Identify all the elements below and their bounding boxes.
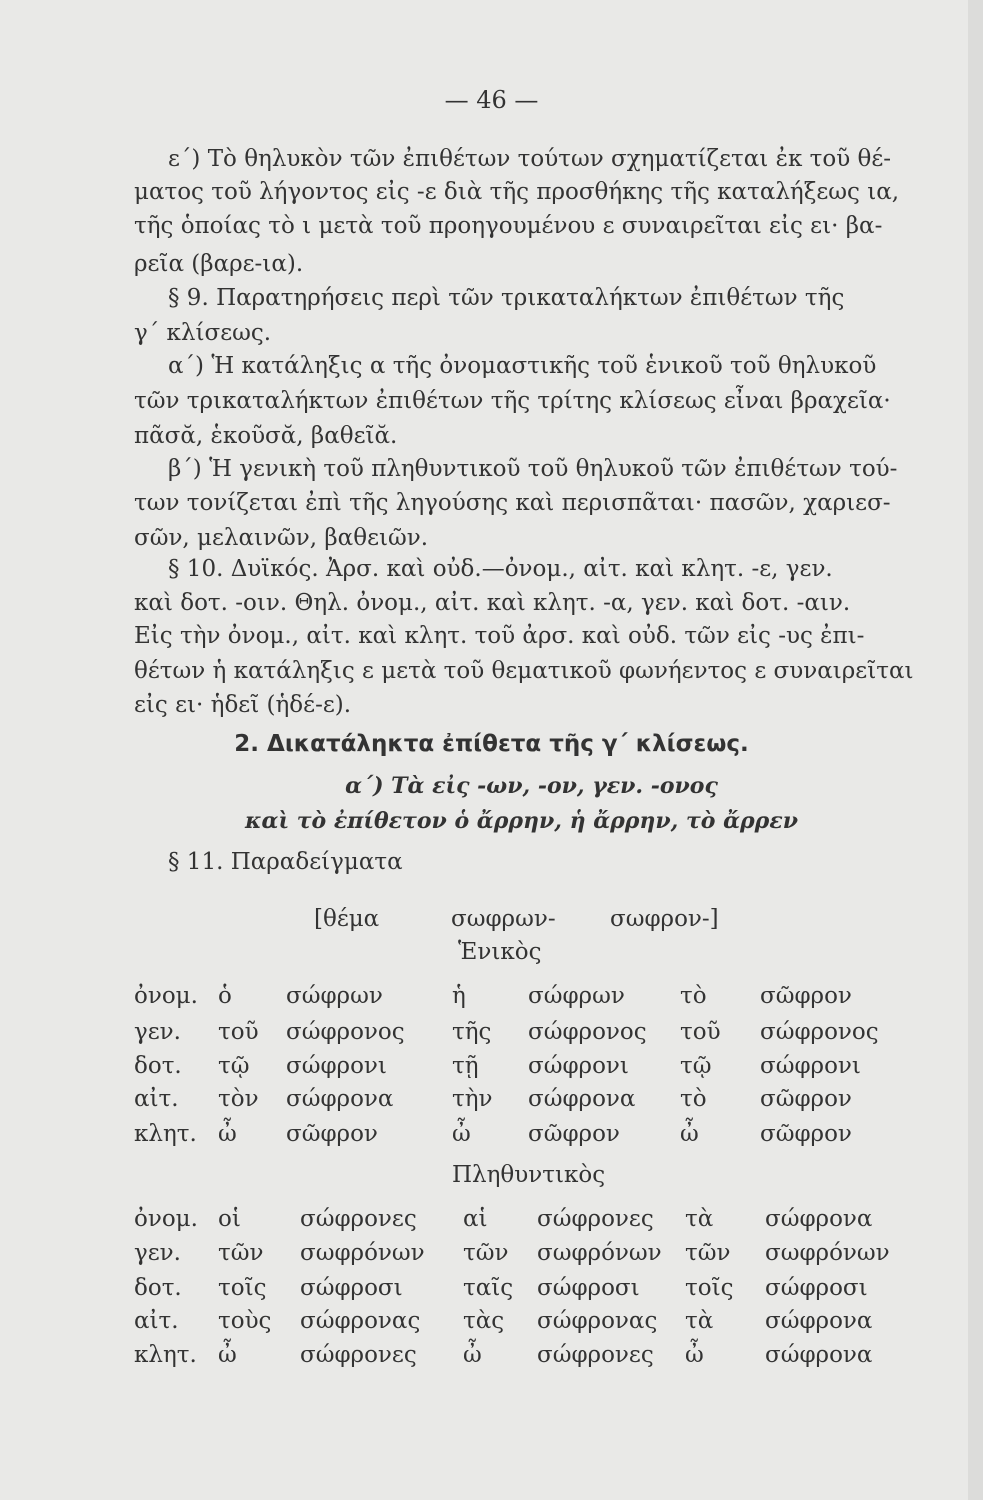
section-10-title: § 10. Δυϊκός. Ἀρσ. καὶ οὐδ.—ὀνομ., αἰτ. καὶ κλητ. -ε, γεν. — [168, 556, 833, 582]
singular-label: Ἑνικὸς — [458, 939, 542, 965]
table-cell: γεν. — [134, 1019, 181, 1045]
table-cell: τὴν — [452, 1086, 493, 1112]
table-cell: σώφρονες — [537, 1206, 654, 1232]
paragraph-line: τῶν τρικαταλήκτων ἐπιθέτων τῆς τρίτης κλίσεως εἶναι βραχεῖα· — [134, 388, 891, 414]
table-cell: τὰ — [685, 1308, 714, 1334]
table-cell: τῶν — [463, 1240, 509, 1266]
paragraph-line: ματος τοῦ λήγοντος εἰς -ε διὰ τῆς προσθήκης τῆς καταλήξεως ια, — [134, 179, 900, 205]
table-cell: τῷ — [218, 1053, 250, 1079]
subheading: καὶ τὸ ἐπίθετον ὁ ἄρρην, ἡ ἄρρην, τὸ ἄρρεν — [245, 808, 798, 834]
table-cell: σώφροσι — [300, 1275, 403, 1301]
table-cell: ὦ — [685, 1342, 704, 1368]
table-cell: τὸ — [680, 1086, 707, 1112]
paragraph-line: ρεῖα (βαρε-ια). — [134, 251, 304, 277]
table-cell: οἱ — [218, 1206, 241, 1232]
table-cell: σωφρόνων — [537, 1240, 662, 1266]
table-cell: δοτ. — [134, 1053, 182, 1079]
table-cell: ταῖς — [463, 1275, 514, 1301]
section-11-title: § 11. Παραδείγματα — [168, 849, 403, 875]
paragraph-line: γ΄ κλίσεως. — [134, 320, 272, 346]
theme-label: [θέμα — [314, 906, 380, 932]
table-cell: σώφρονι — [760, 1053, 861, 1079]
paragraph-line: σῶν, μελαινῶν, βαθειῶν. — [134, 525, 429, 551]
table-cell: ὦ — [218, 1121, 237, 1147]
plural-label: Πληθυντικὸς — [452, 1162, 606, 1188]
table-cell: σώφρονος — [760, 1019, 879, 1045]
table-cell: σώφρονας — [537, 1308, 658, 1334]
table-cell: σῶφρον — [286, 1121, 378, 1147]
table-cell: σώφροσι — [765, 1275, 868, 1301]
theme-stem: σωφρων- — [451, 906, 556, 932]
table-cell: τῶν — [218, 1240, 264, 1266]
table-cell: τῇ — [452, 1053, 479, 1079]
table-cell: σώφρονα — [765, 1206, 873, 1232]
table-cell: τῶν — [685, 1240, 731, 1266]
table-cell: γεν. — [134, 1240, 181, 1266]
table-cell: σώφρονα — [528, 1086, 636, 1112]
page-number: — 46 — — [444, 86, 539, 114]
paragraph-line: θέτων ἡ κατάληξις ε μετὰ τοῦ θεματικοῦ φωνήεντος ε συναιρεῖται — [134, 658, 914, 684]
table-cell: σωφρόνων — [765, 1240, 890, 1266]
paragraph-line: πᾶσᾰ, ἑκοῦσᾰ, βαθεῖᾰ. — [134, 423, 398, 449]
table-cell: ἡ — [452, 983, 466, 1009]
table-cell: σώφρονα — [286, 1086, 394, 1112]
table-cell: σώφρονες — [537, 1342, 654, 1368]
table-cell: ὁ — [218, 983, 232, 1009]
table-cell: αἱ — [463, 1206, 488, 1232]
table-cell: κλητ. — [134, 1121, 197, 1147]
table-cell: σώφρονες — [300, 1342, 417, 1368]
table-cell: σώφρονος — [528, 1019, 647, 1045]
table-cell: ὦ — [680, 1121, 699, 1147]
section-9-title: § 9. Παρατηρήσεις περὶ τῶν τρικαταλήκτων ἐπιθέτων τῆς — [168, 285, 845, 311]
table-cell: σώφρονι — [286, 1053, 387, 1079]
table-cell: τῷ — [680, 1053, 712, 1079]
table-cell: τοῦ — [680, 1019, 721, 1045]
table-cell: σῶφρον — [760, 1121, 852, 1147]
table-cell: σώφρονα — [765, 1342, 873, 1368]
table-cell: σώφρονες — [300, 1206, 417, 1232]
subheading: α΄) Τὰ εἰς -ων, -ον, γεν. -ονος — [345, 773, 718, 799]
table-cell: τοῦ — [218, 1019, 259, 1045]
table-cell: τοὺς — [218, 1308, 272, 1334]
table-cell: σώφρων — [286, 983, 383, 1009]
table-cell: τὰς — [463, 1308, 505, 1334]
table-cell: σωφρόνων — [300, 1240, 425, 1266]
table-cell: σῶφρον — [528, 1121, 620, 1147]
table-cell: ὦ — [452, 1121, 471, 1147]
table-cell: σῶφρον — [760, 1086, 852, 1112]
table-cell: δοτ. — [134, 1275, 182, 1301]
table-cell: αἰτ. — [134, 1308, 179, 1334]
table-cell: τὰ — [685, 1206, 714, 1232]
table-cell: ὦ — [463, 1342, 482, 1368]
paragraph-line: Εἰς τὴν ὀνομ., αἰτ. καὶ κλητ. τοῦ ἀρσ. καὶ οὐδ. τῶν εἰς -υς ἐπι- — [134, 623, 865, 649]
table-cell: σώφρονα — [765, 1308, 873, 1334]
table-cell: σώφρονι — [528, 1053, 629, 1079]
table-cell: σώφροσι — [537, 1275, 640, 1301]
paragraph-line: ε΄) Τὸ θηλυκὸν τῶν ἐπιθέτων τούτων σχηματίζεται ἐκ τοῦ θέ- — [168, 146, 892, 172]
table-cell: σῶφρον — [760, 983, 852, 1009]
table-cell: ὀνομ. — [134, 983, 198, 1009]
paragraph-line: α΄) Ἡ κατάληξις α τῆς ὀνομαστικῆς τοῦ ἑνικοῦ τοῦ θηλυκοῦ — [168, 353, 877, 379]
paragraph-line: εἰς ει· ἡδεῖ (ἡδέ-ε). — [134, 692, 352, 718]
table-cell: ὀνομ. — [134, 1206, 198, 1232]
theme-stem: σωφρον-] — [610, 906, 719, 932]
table-cell: σώφρονας — [300, 1308, 421, 1334]
paragraph-line: καὶ δοτ. -οιν. Θηλ. ὀνομ., αἰτ. καὶ κλητ. -α, γεν. καὶ δοτ. -αιν. — [134, 590, 851, 616]
table-cell: τοῖς — [218, 1275, 267, 1301]
paragraph-line: τῆς ὁποίας τὸ ι μετὰ τοῦ προηγουμένου ε συναιρεῖται εἰς ει· βα- — [134, 213, 883, 239]
table-cell: τὸν — [218, 1086, 259, 1112]
table-cell: τὸ — [680, 983, 707, 1009]
section-heading: 2. Δικατάληκτα ἐπίθετα τῆς γ΄ κλίσεως. — [234, 731, 749, 757]
table-cell: αἰτ. — [134, 1086, 179, 1112]
paragraph-line: β΄) Ἡ γενικὴ τοῦ πληθυντικοῦ τοῦ θηλυκοῦ τῶν ἐπιθέτων τού- — [168, 456, 898, 482]
table-cell: κλητ. — [134, 1342, 197, 1368]
paragraph-line: των τονίζεται ἐπὶ τῆς ληγούσης καὶ περισπᾶται· πασῶν, χαριεσ- — [134, 490, 891, 516]
table-cell: τοῖς — [685, 1275, 734, 1301]
table-cell: σώφρων — [528, 983, 625, 1009]
table-cell: σώφρονος — [286, 1019, 405, 1045]
table-cell: ὦ — [218, 1342, 237, 1368]
table-cell: τῆς — [452, 1019, 492, 1045]
